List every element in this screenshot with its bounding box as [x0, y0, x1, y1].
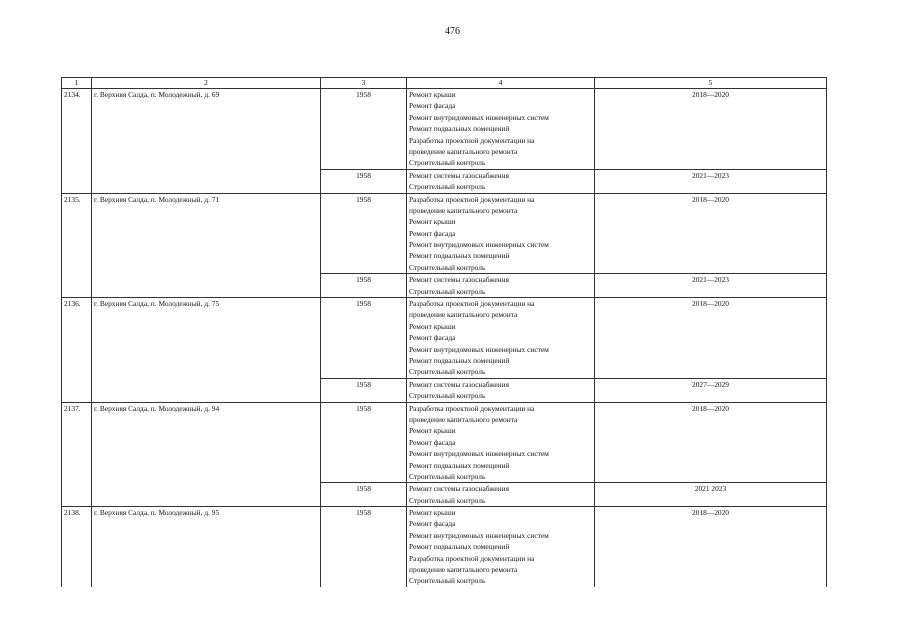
work-item: Строительный контроль	[409, 262, 486, 272]
works-cell	[407, 507, 595, 587]
work-item: Разработка проектной документации на	[409, 194, 535, 204]
work-item: Ремонт внутридомовых инженерных систем	[409, 344, 549, 354]
header-row	[62, 78, 827, 89]
work-item: Строительный контроль	[409, 286, 486, 296]
work-item: Строительный контроль	[409, 495, 486, 505]
work-item: проведение капитального ремонта	[409, 310, 518, 320]
year-cell: 1958	[321, 378, 407, 402]
work-item: Ремонт системы газоснабжения	[409, 170, 509, 180]
works-cell	[407, 298, 595, 379]
row-number: 2138.	[62, 507, 92, 587]
work-item: Ремонт крыши	[409, 321, 456, 331]
work-item: Ремонт системы газоснабжения	[409, 379, 509, 389]
work-item: Ремонт подвальных помещений	[409, 124, 510, 134]
work-item: Строительный контроль	[409, 576, 486, 586]
table-row	[62, 402, 827, 483]
work-item: Ремонт внутридомовых инженерных систем	[409, 449, 549, 459]
work-item: Разработка проектной документации на	[409, 135, 535, 145]
table-row	[62, 507, 827, 587]
work-item: Ремонт подвальных помещений	[409, 542, 510, 552]
column-header: 4	[407, 78, 595, 89]
work-item: Строительный контроль	[409, 367, 486, 377]
address-cell: г. Верхняя Салда, п. Молодежный, д. 69	[92, 89, 321, 194]
work-item: Ремонт подвальных помещений	[409, 355, 510, 365]
work-item: Строительный контроль	[409, 158, 486, 168]
period-cell: 2021—2023	[595, 274, 827, 298]
work-item: Ремонт внутридомовых инженерных систем	[409, 112, 549, 122]
year-cell: 1958	[321, 298, 407, 379]
work-item: Ремонт фасада	[409, 228, 456, 238]
work-item: Строительный контроль	[409, 182, 486, 192]
work-item: Строительный контроль	[409, 471, 486, 481]
address-cell: г. Верхняя Салда, п. Молодежный, д. 94	[92, 402, 321, 507]
work-item: проведение капитального ремонта	[409, 414, 518, 424]
table-row	[62, 89, 827, 170]
repair-schedule-table	[61, 77, 827, 587]
work-item: Ремонт системы газоснабжения	[409, 484, 509, 494]
year-cell: 1958	[321, 483, 407, 507]
work-item: Ремонт подвальных помещений	[409, 460, 510, 470]
works-cell	[407, 169, 595, 193]
table-body	[62, 78, 827, 587]
work-item: Ремонт крыши	[409, 90, 456, 99]
year-cell: 1958	[321, 169, 407, 193]
work-item: Ремонт крыши	[409, 426, 456, 436]
page-number: 476	[445, 26, 460, 37]
address-cell: г. Верхняя Салда, п. Молодежный, д. 71	[92, 193, 321, 298]
works-cell	[407, 193, 595, 274]
work-item: Строительный контроль	[409, 391, 486, 401]
address-cell: г. Верхняя Салда, п. Молодежный, д. 75	[92, 298, 321, 403]
works-cell	[407, 378, 595, 402]
work-item: Ремонт системы газоснабжения	[409, 275, 509, 285]
work-item: проведение капитального ремонта	[409, 146, 518, 156]
work-item: проведение капитального ремонта	[409, 565, 518, 575]
row-number: 2135.	[62, 193, 92, 298]
period-cell: 2027—2029	[595, 378, 827, 402]
works-cell	[407, 483, 595, 507]
works-cell	[407, 274, 595, 298]
work-item: Ремонт фасада	[409, 101, 456, 111]
period-cell: 2018—2020	[595, 89, 827, 170]
period-cell: 2021 2023	[595, 483, 827, 507]
work-item: Ремонт крыши	[409, 217, 456, 227]
period-cell: 2018—2020	[595, 402, 827, 483]
year-cell: 1958	[321, 507, 407, 587]
work-item: проведение капитального ремонта	[409, 205, 518, 215]
work-item: Ремонт фасада	[409, 333, 456, 343]
column-header: 1	[62, 78, 92, 89]
year-cell: 1958	[321, 193, 407, 274]
work-item: Ремонт фасада	[409, 519, 456, 529]
work-item: Разработка проектной документации на	[409, 553, 535, 563]
row-number: 2134.	[62, 89, 92, 194]
work-item: Разработка проектной документации на	[409, 403, 535, 413]
year-cell: 1958	[321, 274, 407, 298]
column-header: 5	[595, 78, 827, 89]
period-cell: 2021—2023	[595, 169, 827, 193]
work-item: Ремонт крыши	[409, 508, 456, 518]
period-cell: 2018—2020	[595, 298, 827, 379]
works-cell	[407, 89, 595, 170]
table-row	[62, 193, 827, 274]
year-cell: 1958	[321, 89, 407, 170]
period-cell: 2018—2020	[595, 193, 827, 274]
work-item: Ремонт внутридомовых инженерных систем	[409, 240, 549, 250]
works-cell	[407, 402, 595, 483]
work-item: Ремонт фасада	[409, 437, 456, 447]
table-row	[62, 298, 827, 379]
address-cell: г. Верхняя Салда, п. Молодежный, д. 95	[92, 507, 321, 587]
year-cell: 1958	[321, 402, 407, 483]
period-cell: 2018—2020	[595, 507, 827, 587]
column-header: 3	[321, 78, 407, 89]
work-item: Разработка проектной документации на	[409, 299, 535, 309]
row-number: 2137.	[62, 402, 92, 507]
column-header: 2	[92, 78, 321, 89]
work-item: Ремонт внутридомовых инженерных систем	[409, 530, 549, 540]
row-number: 2136.	[62, 298, 92, 403]
work-item: Ремонт подвальных помещений	[409, 251, 510, 261]
